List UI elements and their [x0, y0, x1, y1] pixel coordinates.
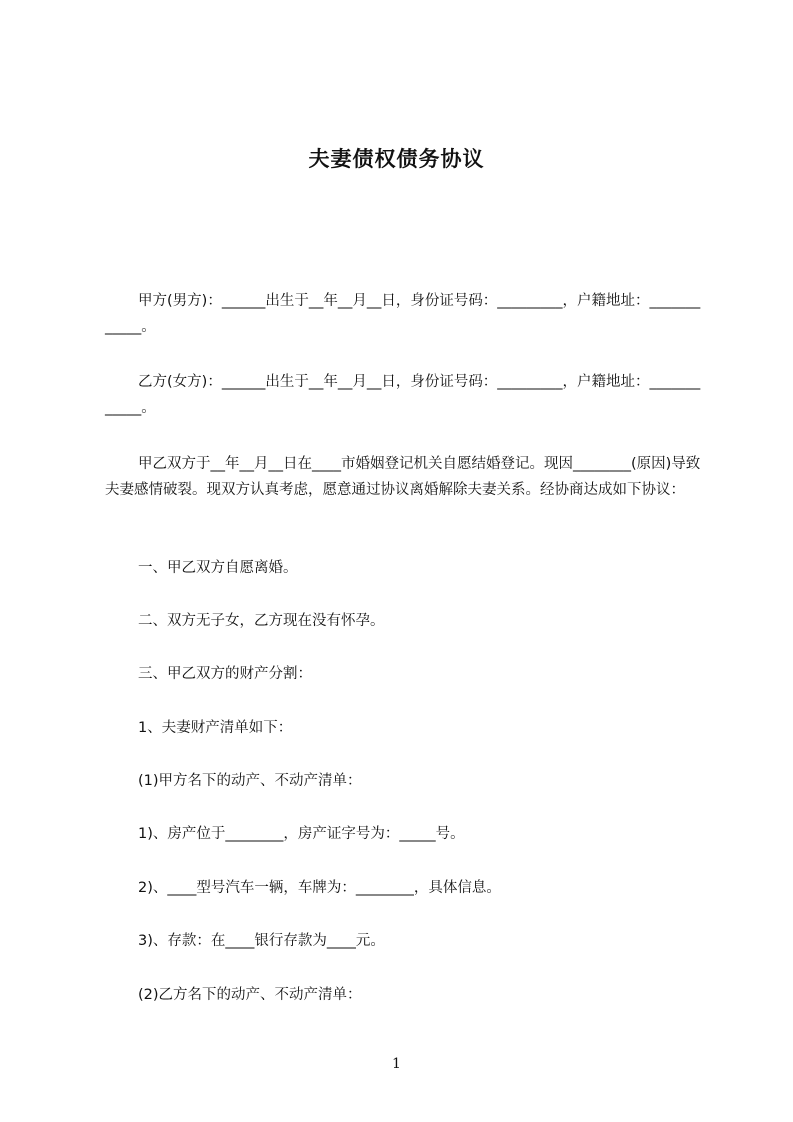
- marriage-background: 甲乙双方于__年__月__日在____市婚姻登记机关自愿结婚登记。现因________(原因)导致夫妻感情破裂。现双方认真考虑，愿意通过协议离婚解除夫妻关系。经协商达成如下协议：: [105, 456, 701, 498]
- clause-3: 三、甲乙双方的财产分割：: [138, 666, 312, 682]
- party-a-info: 甲方(男方)：______出生于__年__月__日，身份证号码：_________，户籍地址：____________。: [105, 293, 701, 335]
- document-title: 夫妻债权债务协议: [308, 147, 485, 171]
- property-list-heading: 1、夫妻财产清单如下：: [138, 720, 293, 736]
- clause-1: 一、甲乙双方自愿离婚。: [138, 560, 298, 576]
- party-a-property-heading: (1)甲方名下的动产、不动产清单：: [138, 773, 362, 789]
- party-b-property-heading: (2)乙方名下的动产、不动产清单：: [138, 987, 362, 1003]
- property-item-deposit: 3)、存款：在____银行存款为____元。: [138, 933, 385, 949]
- clause-2: 二、双方无子女，乙方现在没有怀孕。: [138, 613, 385, 629]
- property-item-car: 2)、____型号汽车一辆，车牌为：________，具体信息。: [138, 880, 501, 896]
- party-b-info: 乙方(女方)：______出生于__年__月__日，身份证号码：_________，户籍地址：____________。: [105, 374, 701, 416]
- page-number: 1: [392, 1056, 401, 1072]
- property-item-house: 1)、房产位于________，房产证字号为：_____号。: [138, 826, 465, 842]
